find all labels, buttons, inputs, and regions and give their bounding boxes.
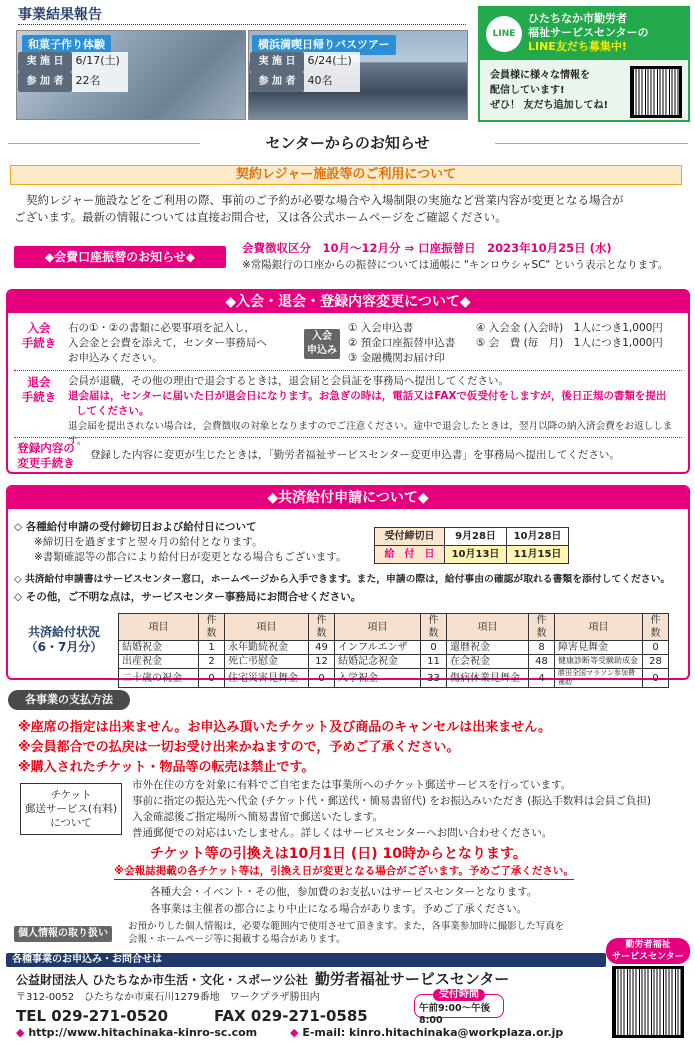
change-label	[12, 441, 80, 471]
line-promo-header	[480, 8, 688, 60]
col-header-count: 件数	[643, 614, 669, 641]
ticket-text-1: 市外在住の方を対象に有料でご自宅または事業所へのチケット郵送サービスを行っています。	[132, 779, 572, 791]
deadline-table	[374, 527, 569, 564]
benefit-count: 48	[529, 655, 555, 669]
benefit-name: 結婚記念祝金	[335, 655, 421, 669]
benefit-item-1: ◇ 各種給付申請の受付締切日および給付日について	[14, 521, 257, 533]
benefit-name: 永年勤続祝金	[225, 641, 309, 655]
join-tag-1: 入会	[312, 331, 332, 342]
benefit-count: 33	[421, 669, 447, 688]
leisure-text-1: 契約レジャー施設などをご利用の際、事前のご予約が必要な場合や入場制限の実施など営業内容が変更となる場合が	[26, 193, 624, 207]
ticket-label-1: チケット	[50, 789, 92, 801]
benefit-count: 0	[643, 669, 669, 688]
warn-2: ※会員都合での払戻は一切お受け出来かねますので，予めご了承ください。	[18, 740, 460, 755]
benefit-name: 健康診断等受験助成金	[555, 655, 643, 669]
footer-url[interactable]: http://www.hitachinaka-kinro-sc.com	[28, 1026, 258, 1039]
benefit-count: 0	[643, 641, 669, 655]
line-title-3: LINE友だち募集中!	[528, 40, 627, 53]
benefit-item-1a: ※締切日を過ぎますと翌々月の給付となります。	[34, 536, 263, 548]
event-info-1	[18, 52, 128, 92]
leave-text-2: 退会届を提出されない場合は，会費徴収の対象となりますのでご注意ください。途中で退会したときは，翌月以降の納入済会費をお返しします。	[68, 421, 673, 447]
col-header-count: 件数	[529, 614, 555, 641]
exchange-notice: チケット等の引換えは10月1日 (日) 10時からとなります。	[150, 846, 527, 862]
footer-bar	[6, 953, 606, 967]
payment-note-1: 各種大会・イベント・その他，参加費のお支払いはサービスセンターとなります。	[150, 886, 538, 898]
event-info-2	[250, 52, 360, 92]
ticket-label-3: について	[50, 817, 92, 829]
debit-line: 会費徴収区分 10月～12月分 ⇒ 口座振替日 2023年10月25日 (水)	[242, 241, 612, 255]
benefit-count: 2	[199, 655, 225, 669]
separator	[14, 437, 682, 438]
footer-bar-text: 各種事業のお申込み・お問合せは	[12, 954, 162, 965]
leave-text-1: 会員が退職，その他の理由で退会するときは，退会届と会員証を事務局へ提出してください。	[68, 375, 509, 387]
date-tag: 実 施 日	[250, 52, 304, 72]
benefit-name: 死亡弔慰金	[225, 655, 309, 669]
join-label-2: 手続き	[21, 336, 57, 350]
join-fees	[476, 321, 663, 351]
footer-badge	[606, 938, 690, 964]
warn-1: ※座席の指定は出来ません。お申込み頂いたチケット及び商品のキャンセルは出来ません。	[18, 720, 552, 735]
notice-title: センターからのお知らせ	[200, 134, 495, 154]
change-label-2: 変更手続き	[17, 456, 75, 470]
table-row	[119, 641, 669, 655]
benefit-count: 11	[421, 655, 447, 669]
badge-1: 勤労者福祉	[625, 940, 671, 950]
ticket-text-2: 事前に指定の振込先へ代金 (チケット代・郵送代・簡易書留代) をお振込みいただき (振込手数料は会員ご負担)	[132, 795, 651, 807]
warn-3: ※購入されたチケット・物品等の転売は禁止です。	[18, 760, 315, 775]
count-tag: 参 加 者	[18, 72, 72, 92]
change-text: 登録した内容に変更が生じたときは，「勤労者福祉サービスセンター変更申込書」を事務局へ提出してください。	[90, 449, 620, 461]
count-tag: 参 加 者	[250, 72, 304, 92]
event-count-1: 22名	[75, 74, 101, 87]
deadline-cell: 9月28日	[445, 528, 507, 546]
col-header-item: 項目	[225, 614, 309, 641]
deadline-cell: 10月28日	[507, 528, 569, 546]
privacy-tag: 個人情報の取り扱い	[14, 926, 112, 942]
event-count-2: 40名	[307, 74, 333, 87]
event-name-1: 和菓子作り体験	[22, 35, 111, 55]
payment-header: 各事業の支払方法	[8, 690, 130, 710]
leisure-text	[14, 192, 690, 226]
line-promo-box	[478, 6, 690, 122]
join-label-1: 入会	[27, 321, 51, 335]
benefits-title: ◆共済給付申請について◆	[8, 487, 688, 509]
line-title-1: ひたちなか市勤労者	[528, 12, 627, 25]
ticket-mail-text	[132, 777, 651, 841]
ticket-text-4: 普通郵便での対応はいたしません。詳しくはサービスセンターへお問い合わせください。	[132, 827, 553, 839]
benefit-item-1b: ※書類確認等の都合により給付日が変更となる場合もございます。	[34, 551, 347, 563]
join-text	[68, 321, 267, 366]
footer-address: 〒312-0052 ひたちなか市東石川1279番地 ワークプラザ勝田内	[16, 992, 320, 1003]
org-name-small: 公益財団法人 ひたちなか市生活・文化・スポーツ公社	[16, 973, 308, 987]
status-label-2: （6・7月分）	[25, 640, 103, 654]
join-label	[14, 321, 64, 351]
join-text-2: 入会金と会費を添えて，センター事務局へ	[68, 337, 267, 349]
benefit-count: 0	[199, 669, 225, 688]
footer-email[interactable]: E-mail: kinro.hitachinaka@workplaza.or.jp	[302, 1026, 564, 1039]
hours-head: 受付時間	[433, 989, 485, 1001]
leave-label	[14, 375, 64, 405]
separator	[14, 370, 682, 371]
change-label-1: 登録内容の	[17, 441, 75, 455]
event-date-2: 6/24(土)	[307, 54, 352, 67]
col-header-count: 件数	[199, 614, 225, 641]
benefit-name: 入学祝金	[335, 669, 421, 688]
exchange-note: ※会報誌掲載の各チケット等は，引換え日が変更となる場合がございます。予めご了承ください。	[114, 865, 574, 880]
footer-url-row[interactable]	[16, 1026, 257, 1040]
benefit-name: 障害見舞金	[555, 641, 643, 655]
benefit-count: 12	[309, 655, 335, 669]
privacy-2: 会報・ホームページ等に掲載する場合があります。	[128, 934, 346, 945]
benefit-count: 0	[309, 669, 335, 688]
email-icon: ◆	[290, 1026, 299, 1039]
org-name-big: 勤労者福祉サービスセンター	[314, 970, 510, 988]
col-header-item: 項目	[119, 614, 199, 641]
benefits-deadline-info	[14, 520, 346, 565]
event-name-2: 横浜満喫日帰りバスツアー	[252, 35, 396, 55]
privacy-text	[128, 920, 564, 946]
benefit-item-3: ◇ その他，ご不明な点は，サービスセンター事務局にお問合せください。	[14, 591, 362, 603]
url-icon: ◆	[16, 1026, 25, 1039]
benefit-name: 還暦祝金	[447, 641, 529, 655]
benefit-count: 1	[199, 641, 225, 655]
benefit-name: 住宅災害見舞金	[225, 669, 309, 688]
benefit-name: 出産祝金	[119, 655, 199, 669]
fee-2: ⑤ 会 費 (毎 月) 1人につき1,000円	[476, 337, 663, 349]
ticket-mail-box	[20, 783, 122, 835]
line-body-3: ぜひ！ 友だち追加してね!	[490, 100, 609, 111]
ticket-label-2: 郵送サービス(有料)	[24, 803, 118, 815]
benefit-name: 在会祝金	[447, 655, 529, 669]
report-title: 事業結果報告	[18, 7, 102, 23]
join-text-3: お申込みください。	[68, 352, 163, 364]
benefit-name: 勝田全国マラソン参加費補助	[555, 669, 643, 688]
benefit-name: 二十歳の祝金	[119, 669, 199, 688]
doc-1: ① 入会申込書	[348, 322, 414, 334]
benefit-status-label	[12, 625, 116, 655]
payday-cell: 11月15日	[507, 546, 569, 564]
payment-warnings	[18, 718, 551, 778]
leisure-heading: 契約レジャー施設等のご利用について	[10, 165, 682, 185]
footer-fax: FAX 029-271-0585	[214, 1007, 368, 1025]
benefit-count: 0	[421, 641, 447, 655]
payment-note-2: 各事業は主催者の都合により中止になる場合があります。予めご了承ください。	[150, 903, 528, 915]
payday-cell: 10月13日	[445, 546, 507, 564]
col-header-count: 件数	[309, 614, 335, 641]
event-date-1: 6/17(土)	[75, 54, 120, 67]
leave-label-1: 退会	[27, 375, 51, 389]
footer-tel[interactable]: TEL 029-271-0520	[16, 1007, 169, 1025]
benefit-item-2: ◇ 共済給付申請書はサービスセンター窓口，ホームページから入手できます。また，申請の際は，給付事由の確認が取れる書類を添付してください。	[14, 574, 671, 585]
footer-org	[16, 970, 509, 990]
ticket-text-3: 入金確認後ご指定場所へ簡易書留で郵送いたします。	[132, 811, 384, 823]
col-header-count: 件数	[421, 614, 447, 641]
join-apply-tag	[304, 329, 340, 359]
leisure-text-2: ございます。最新の情報については直接お問合せ，又は各公式ホームページをご確認ください。	[14, 210, 507, 224]
col-header-item: 項目	[447, 614, 529, 641]
leave-red-1: 退会届は，センターに届いた日が退会日になります。お急ぎの時は，電話又はFAXで仮受付をしますが，後日正規の書類を提出	[68, 390, 667, 402]
hours-box	[414, 989, 504, 1027]
leave-label-2: 手続き	[21, 390, 57, 404]
badge-2: サービスセンター	[612, 952, 684, 962]
benefit-name: インフルエンザ	[335, 641, 421, 655]
benefit-count: 4	[529, 669, 555, 688]
membership-title: ◆入会・退会・登録内容変更について◆	[8, 291, 688, 313]
payment-notes	[150, 884, 537, 918]
benefit-name: 結婚祝金	[119, 641, 199, 655]
fee-1: ④ 入会金 (入会時) 1人につき1,000円	[476, 322, 663, 334]
title-underline	[18, 24, 466, 25]
benefit-count: 8	[529, 641, 555, 655]
privacy-1: お預かりした個人情報は，必要な範囲内で使用させて頂きます。また，各事業参加時に撮影した写真を	[128, 921, 565, 932]
line-title-2: 福祉サービスセンターの	[528, 26, 649, 39]
col-header-item: 項目	[335, 614, 421, 641]
debit-note: ※常陽銀行の口座からの振替については通帳に "キンロウシャSC" という表示となります。	[242, 259, 669, 271]
join-docs	[348, 321, 455, 366]
doc-2: ② 預金口座振替申込書	[348, 337, 456, 349]
leave-red-2: してください。	[76, 405, 150, 417]
benefit-count: 28	[643, 655, 669, 669]
line-logo-icon: LINE	[486, 16, 522, 52]
col-header-item: 項目	[555, 614, 643, 641]
benefit-name: 傷病休業見舞金	[447, 669, 529, 688]
hours-text: 午前9:00～午後8:00	[419, 1003, 491, 1027]
table-row	[119, 655, 669, 669]
membership-box	[6, 289, 690, 474]
debit-badge: ◆会費口座振替のお知らせ◆	[14, 246, 226, 268]
footer-qr-code[interactable]	[612, 966, 684, 1038]
status-label-1: 共済給付状況	[27, 625, 100, 639]
benefit-count: 49	[309, 641, 335, 655]
deadline-row-label: 受付締切日	[375, 528, 445, 546]
line-body-2: 配信しています!	[490, 85, 565, 96]
payday-row-label: 給 付 日	[375, 546, 445, 564]
join-text-1: 右の①・②の書類に必要事項を記入し，	[68, 322, 255, 334]
benefit-status-table	[118, 613, 669, 688]
join-tag-2: 申込み	[307, 345, 337, 356]
date-tag: 実 施 日	[18, 52, 72, 72]
footer-email-row[interactable]	[290, 1026, 563, 1040]
doc-3: ③ 金融機関お届け印	[348, 352, 445, 364]
table-row	[119, 669, 669, 688]
benefits-box	[6, 485, 690, 687]
line-body-1: 会員様に様々な情報を	[490, 70, 590, 81]
line-qr-code[interactable]	[630, 66, 682, 118]
